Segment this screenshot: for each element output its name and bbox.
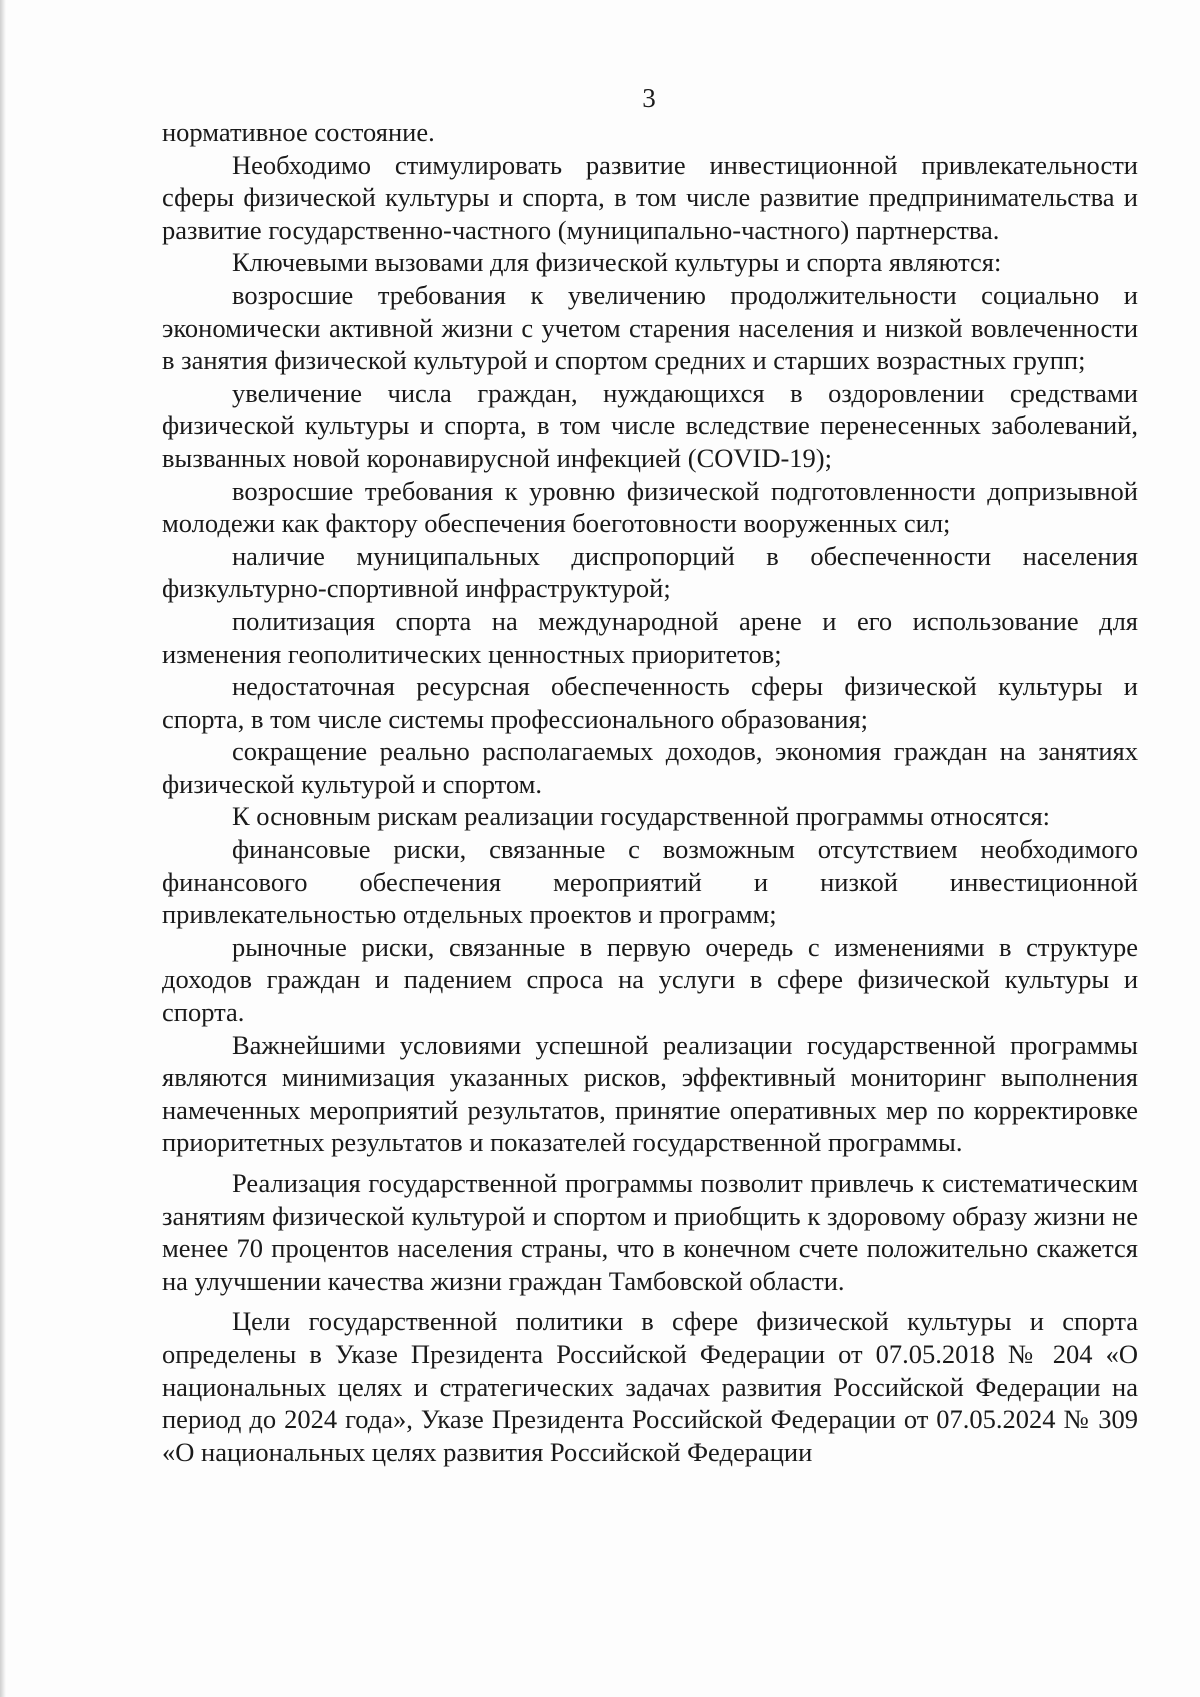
list-item: возросшие требования к увеличению продолжительности социально и экономически активной жизни с учетом старения населения и низкой вовлеченности в занятия физической культурой и спортом средних и старших возрастных групп; xyxy=(162,279,1138,376)
paragraph: К основным рискам реализации государственной программы относятся: xyxy=(232,801,1051,832)
document-body xyxy=(162,116,1138,1468)
list-item: возросшие требования к уровню физической подготовленности допризывной молодежи как фактору обеспечения боеготовности вооруженных сил; xyxy=(162,475,1138,539)
paragraph: Необходимо стимулировать развитие инвестиционной привлекательности сферы физической культуры и спорта, в том числе развитие предпринимательства и развитие государственно-частного (муниципально-частного) партнерства. xyxy=(162,149,1138,245)
list-item: рыночные риски, связанные в первую очередь с изменениями в структуре доходов граждан и падением спроса на услуги в сфере физической культуры и спорта. xyxy=(162,931,1138,1028)
paragraph: Реализация государственной программы позволит привлечь к систематическим занятиям физической культурой и спортом и приобщить к здоровому образу жизни не менее 70 процентов населения страны, что в конечном счете положительно скажется на улучшении качества жизни граждан Тамбовской области. xyxy=(162,1168,1138,1296)
paragraph: Важнейшими условиями успешной реализации государственной программы являются минимизация указанных рисков, эффективный мониторинг выполнения намеченных мероприятий результатов, принятие оперативных мер по корректировке приоритетных результатов и показателей государственной программы. xyxy=(162,1029,1138,1158)
list-item: недостаточная ресурсная обеспеченность сферы физической культуры и спорта, в том числе системы профессионального образования; xyxy=(162,671,1138,734)
paragraph: нормативное состояние. xyxy=(162,117,435,147)
list-item: сокращение реально располагаемых доходов, экономия граждан на занятиях физической культурой и спортом. xyxy=(162,736,1138,799)
list-item: финансовые риски, связанные с возможным отсутствием необходимого финансового обеспечения мероприятий и низкой инвестиционной привлекательностью отдельных проектов и программ; xyxy=(162,834,1138,930)
list-item: наличие муниципальных диспропорций в обеспеченности населения физкультурно-спортивной инфраструктурой; xyxy=(162,540,1138,604)
scan-edge xyxy=(0,0,6,1697)
paragraph: Цели государственной политики в сфере физической культуры и спорта определены в Указе Президента Российской Федерации от 07.05.2018 № 204 «О национальных целях и стратегических задачах развития Российской Федерации на период до 2024 года», Указе Президента Российской Федерации от 07.05.2024 № 309 «О национальных целях развития Российской Федерации xyxy=(162,1306,1138,1467)
list-item: увеличение числа граждан, нуждающихся в оздоровлении средствами физической культуры и спорта, в том числе вследствие перенесенных заболеваний, вызванных новой коронавирусной инфекцией (COVID-19); xyxy=(162,377,1138,473)
page-number: 3 xyxy=(642,83,656,113)
list-item: политизация спорта на международной арене и его использование для изменения геополитических ценностных приоритетов; xyxy=(162,605,1138,669)
paragraph: Ключевыми вызовами для физической культуры и спорта являются: xyxy=(232,247,1002,278)
